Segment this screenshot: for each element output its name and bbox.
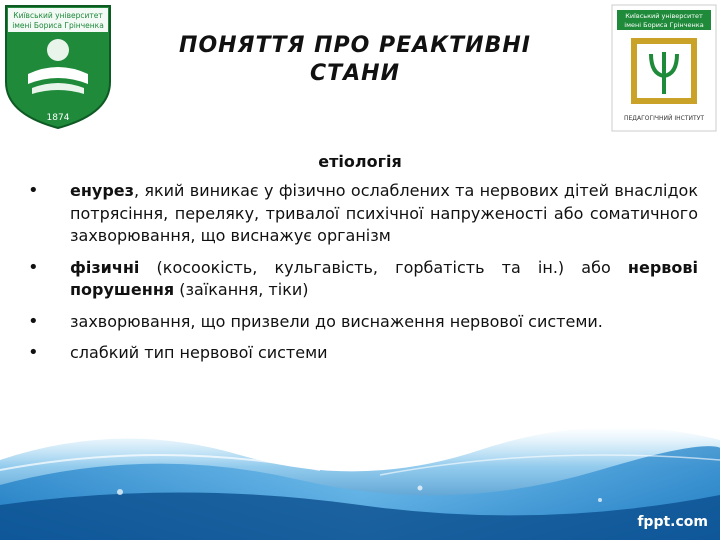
logo-left-line2: імені Бориса Грінченка — [12, 21, 104, 30]
bullet-item — [28, 311, 698, 334]
bullet-text: захворювання, що призвели до виснаження нервової системи. — [70, 311, 603, 331]
bullet-item — [28, 180, 698, 248]
logo-left-year: 1874 — [46, 113, 70, 123]
university-emblem-left — [2, 2, 114, 130]
slide-subtitle: етіологія — [318, 152, 402, 171]
bullet-text: , який виникає у фізично ослаблених та нервових дітей внаслідок потрясіння, переляку, тривалої психічної напруженості або соматичного захворювання, що виснажує організм — [70, 181, 698, 245]
bullet-text: слабкий тип нервової системи — [70, 343, 328, 362]
slide-title — [150, 32, 560, 88]
bullet-term: енурез — [70, 181, 134, 200]
logo-right-line2: імені Бориса Грінченка — [624, 21, 704, 29]
title-line-1: ПОНЯТТЯ ПРО РЕАКТИВНІ — [179, 33, 531, 58]
logo-left-line1: Київський університет — [13, 11, 103, 20]
logo-right-line1: Київський університет — [625, 12, 703, 20]
bullet-term: фізичні — [70, 257, 140, 277]
bullet-item — [28, 257, 698, 302]
bullet-list — [28, 180, 698, 374]
bullet-text: (заїкання, тіки) — [174, 280, 309, 299]
title-line-2: СТАНИ — [309, 61, 400, 86]
bullet-text: (косоокість, кульгавість, горбатість та ін.) або — [139, 257, 628, 277]
bullet-term: нервові порушення — [70, 257, 698, 299]
university-emblem-right — [611, 4, 717, 132]
bullet-item — [28, 342, 698, 365]
watermark: fppt.com — [637, 514, 708, 530]
water-wave-decoration — [0, 400, 720, 540]
logo-right-caption: ПЕДАГОГІЧНИЙ ІНСТИТУТ — [623, 115, 705, 122]
